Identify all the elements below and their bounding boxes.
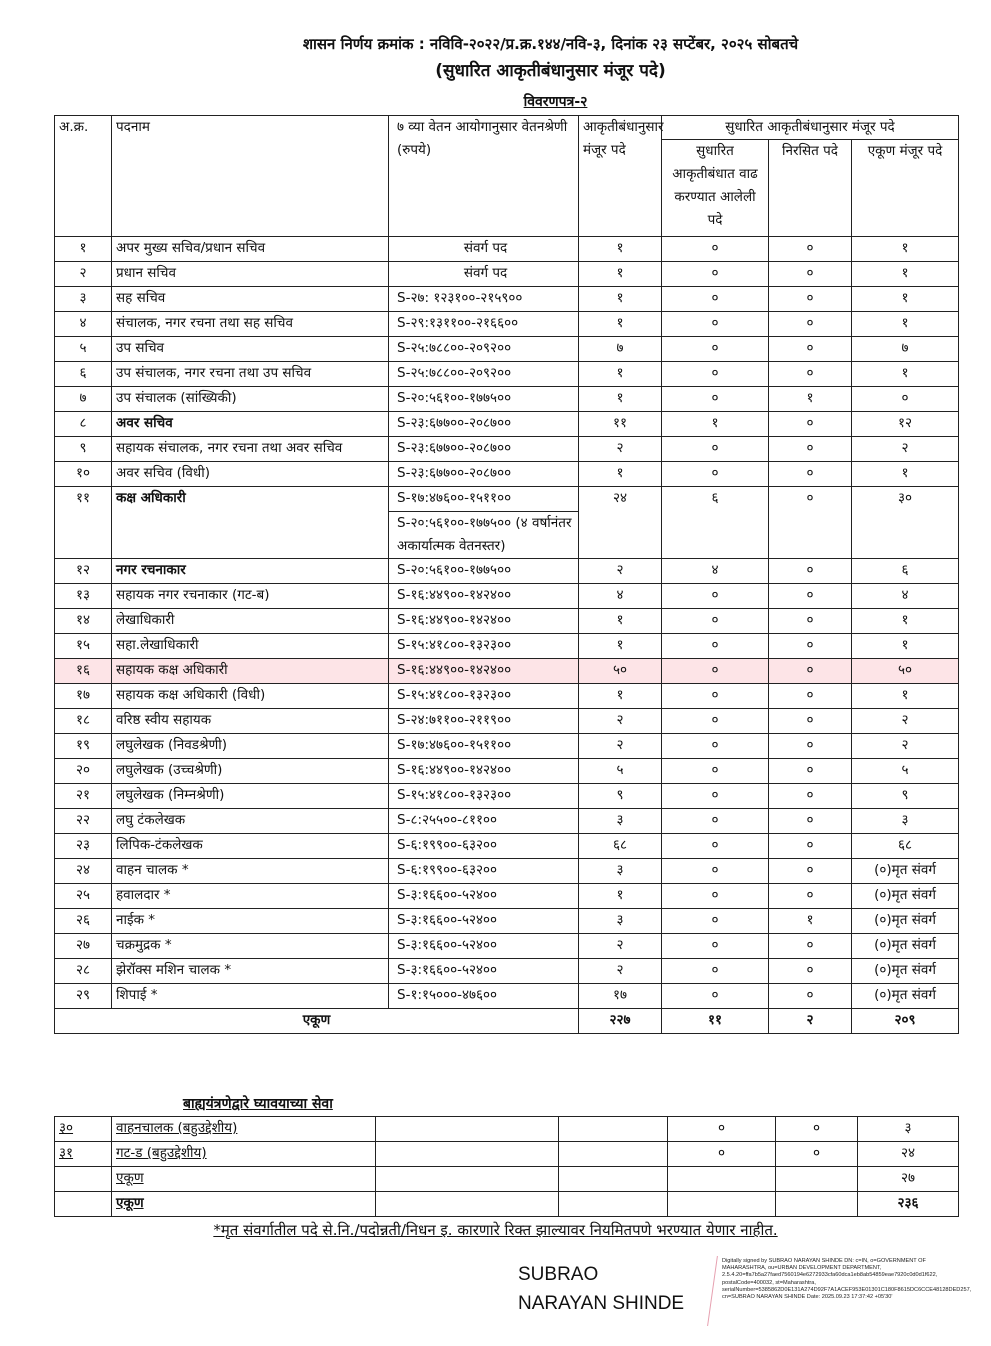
row-pay: S-३:१६६००-५२४०० bbox=[389, 909, 579, 934]
row-increase: ० bbox=[662, 734, 769, 759]
row-total: १ bbox=[852, 262, 959, 287]
row-total: ५० bbox=[852, 659, 959, 684]
row-abolished: ० bbox=[769, 337, 852, 362]
row-sanctioned: ६८ bbox=[579, 834, 662, 859]
col-header-increase: सुधारित आकृतीबंधात वाढ करण्यात आलेली पदे bbox=[662, 140, 769, 237]
row-increase: ० bbox=[662, 859, 769, 884]
row-pay: S-२५:७८८००-२०९२०० bbox=[389, 337, 579, 362]
row-total: १ bbox=[852, 609, 959, 634]
row-increase: ० bbox=[662, 834, 769, 859]
row-sanctioned: १ bbox=[579, 362, 662, 387]
external-row-total: २४ bbox=[858, 1142, 959, 1167]
row-pay: S-१५:४१८००-१३२३०० bbox=[389, 784, 579, 809]
row-sanctioned: २४ bbox=[579, 487, 662, 559]
table-row bbox=[55, 362, 959, 387]
row-sanctioned: ३ bbox=[579, 859, 662, 884]
row-abolished: ० bbox=[769, 262, 852, 287]
row-increase: ० bbox=[662, 337, 769, 362]
table-row bbox=[55, 437, 959, 462]
row-total: (०)मृत संवर्ग bbox=[852, 884, 959, 909]
row-sr: २१ bbox=[55, 784, 112, 809]
row-post: सह सचिव bbox=[112, 287, 389, 312]
row-post: अवर सचिव bbox=[112, 412, 389, 437]
row-post: नगर रचनाकार bbox=[112, 559, 389, 584]
row-pay: S-६:१९९००-६३२०० bbox=[389, 834, 579, 859]
row-post: सहायक नगर रचनाकार (गट-ब) bbox=[112, 584, 389, 609]
row-pay: S-८:२५५००-८११०० bbox=[389, 809, 579, 834]
row-sanctioned: २ bbox=[579, 559, 662, 584]
col-header-pay: ७ व्या वेतन आयोगानुसार वेतनश्रेणी (रुपये) bbox=[389, 116, 579, 237]
table-row bbox=[55, 734, 959, 759]
row-post: चक्रमुद्रक * bbox=[112, 934, 389, 959]
table-row bbox=[55, 1142, 959, 1167]
table-row bbox=[55, 959, 959, 984]
col-header-post: पदनाम bbox=[112, 116, 389, 237]
row-post: सहा.लेखाधिकारी bbox=[112, 634, 389, 659]
row-total: (०)मृत संवर्ग bbox=[852, 909, 959, 934]
row-increase: ० bbox=[662, 437, 769, 462]
row-sr: २२ bbox=[55, 809, 112, 834]
row-sr: ४ bbox=[55, 312, 112, 337]
external-row-sr: ३० bbox=[55, 1117, 112, 1142]
row-pay: S-२०:५६१००-१७७५०० bbox=[389, 387, 579, 412]
table-row bbox=[55, 609, 959, 634]
row-increase: ० bbox=[662, 784, 769, 809]
row-sanctioned: १ bbox=[579, 262, 662, 287]
row-sr: १३ bbox=[55, 584, 112, 609]
col-header-sr: अ.क्र. bbox=[55, 116, 112, 237]
table-row bbox=[55, 909, 959, 934]
row-pay: S-१५:४१८००-१३२३०० bbox=[389, 634, 579, 659]
row-abolished: ० bbox=[769, 437, 852, 462]
row-increase: ० bbox=[662, 684, 769, 709]
row-abolished: ० bbox=[769, 237, 852, 262]
row-total: १ bbox=[852, 237, 959, 262]
table-row bbox=[55, 709, 959, 734]
row-abolished: ० bbox=[769, 784, 852, 809]
row-abolished: ० bbox=[769, 412, 852, 437]
table-row bbox=[55, 859, 959, 884]
row-increase: ० bbox=[662, 659, 769, 684]
row-pay: S-३:१६६००-५२४०० bbox=[389, 959, 579, 984]
row-sanctioned: ९ bbox=[579, 784, 662, 809]
external-row-empty bbox=[559, 1142, 668, 1167]
row-sanctioned: १ bbox=[579, 312, 662, 337]
table-row bbox=[55, 1117, 959, 1142]
row-sr: २९ bbox=[55, 984, 112, 1009]
row-pay: S-१६:४४९००-१४२४०० bbox=[389, 609, 579, 634]
external-row-total: ३ bbox=[858, 1117, 959, 1142]
row-total: (०)मृत संवर्ग bbox=[852, 984, 959, 1009]
row-post: लघु टंकलेखक bbox=[112, 809, 389, 834]
row-sr: २ bbox=[55, 262, 112, 287]
row-sanctioned: २ bbox=[579, 437, 662, 462]
row-abolished: ० bbox=[769, 559, 852, 584]
row-pay: S-२९:१३११००-२१६६०० bbox=[389, 312, 579, 337]
row-sanctioned: ३ bbox=[579, 909, 662, 934]
external-grandtotal-label: एकूण bbox=[112, 1192, 376, 1217]
row-increase: ० bbox=[662, 462, 769, 487]
row-sr: २६ bbox=[55, 909, 112, 934]
row-increase: ६ bbox=[662, 487, 769, 559]
row-post: लघुलेखक (उच्चश्रेणी) bbox=[112, 759, 389, 784]
row-post: प्रधान सचिव bbox=[112, 262, 389, 287]
table-row bbox=[55, 287, 959, 312]
row-pay: S-१६:४४९००-१४२४०० bbox=[389, 584, 579, 609]
row-total: १ bbox=[852, 462, 959, 487]
row-abolished: ० bbox=[769, 759, 852, 784]
table-row bbox=[55, 262, 959, 287]
row-sr: १७ bbox=[55, 684, 112, 709]
row-post: उप सचिव bbox=[112, 337, 389, 362]
row-sr: १२ bbox=[55, 559, 112, 584]
row-pay: S-६:१९९००-६३२०० bbox=[389, 859, 579, 884]
row-post: कक्ष अधिकारी bbox=[112, 487, 389, 559]
document-header-line1: शासन निर्णय क्रमांक : नविवि-२०२२/प्र.क्र.१४४/नवि-३, दिनांक २३ सप्टेंबर, २०२५ सोबतचे bbox=[302, 35, 799, 53]
row-post: सहायक कक्ष अधिकारी (विधी) bbox=[112, 684, 389, 709]
row-sanctioned: १७ bbox=[579, 984, 662, 1009]
row-increase: ० bbox=[662, 809, 769, 834]
table-row bbox=[55, 487, 959, 512]
row-abolished: ० bbox=[769, 884, 852, 909]
row-total: ९ bbox=[852, 784, 959, 809]
row-total: ४ bbox=[852, 584, 959, 609]
row-increase: ० bbox=[662, 984, 769, 1009]
signatory-name-line2: NARAYAN SHINDE bbox=[518, 1293, 685, 1314]
row-post: लघुलेखक (निम्नश्रेणी) bbox=[112, 784, 389, 809]
table-row bbox=[55, 559, 959, 584]
row-sanctioned: ७ bbox=[579, 337, 662, 362]
table-row bbox=[55, 584, 959, 609]
row-abolished: ० bbox=[769, 934, 852, 959]
row-post: लघुलेखक (निवडश्रेणी) bbox=[112, 734, 389, 759]
row-total: १ bbox=[852, 362, 959, 387]
row-sr: २३ bbox=[55, 834, 112, 859]
row-sanctioned: ४ bbox=[579, 584, 662, 609]
row-post: लिपिक-टंकलेखक bbox=[112, 834, 389, 859]
row-abolished: ० bbox=[769, 609, 852, 634]
row-sr: ७ bbox=[55, 387, 112, 412]
col-header-sanctioned: आकृतीबंधानुसार मंजूर पदे bbox=[579, 116, 662, 237]
row-sr: ५ bbox=[55, 337, 112, 362]
row-pay: S-१:१५०००-४७६०० bbox=[389, 984, 579, 1009]
row-post: उप संचालक, नगर रचना तथा उप सचिव bbox=[112, 362, 389, 387]
external-subtotal-label: एकूण bbox=[112, 1167, 376, 1192]
row-increase: ० bbox=[662, 312, 769, 337]
row-sanctioned: १ bbox=[579, 634, 662, 659]
row-sr: २८ bbox=[55, 959, 112, 984]
row-sr: ६ bbox=[55, 362, 112, 387]
row-sanctioned: १ bbox=[579, 884, 662, 909]
row-pay: संवर्ग पद bbox=[389, 237, 579, 262]
row-pay: S-३:१६६००-५२४०० bbox=[389, 884, 579, 909]
table-row bbox=[55, 934, 959, 959]
row-sanctioned: २ bbox=[579, 709, 662, 734]
document-header-line2: (सुधारित आकृतीबंधानुसार मंजूर पदे) bbox=[435, 61, 666, 81]
row-sanctioned: २ bbox=[579, 934, 662, 959]
row-abolished: ० bbox=[769, 584, 852, 609]
row-post: अवर सचिव (विधी) bbox=[112, 462, 389, 487]
row-abolished: ० bbox=[769, 959, 852, 984]
row-sanctioned: ५० bbox=[579, 659, 662, 684]
row-increase: ० bbox=[662, 934, 769, 959]
row-total: ५ bbox=[852, 759, 959, 784]
row-sanctioned: ३ bbox=[579, 809, 662, 834]
external-subtotal-value: २७ bbox=[858, 1167, 959, 1192]
row-sanctioned: १ bbox=[579, 237, 662, 262]
external-row-empty bbox=[376, 1142, 559, 1167]
row-sanctioned: २ bbox=[579, 734, 662, 759]
row-sr: १४ bbox=[55, 609, 112, 634]
row-increase: ० bbox=[662, 759, 769, 784]
row-abolished: ० bbox=[769, 462, 852, 487]
row-abolished: ० bbox=[769, 362, 852, 387]
row-sr: ९ bbox=[55, 437, 112, 462]
row-post: उप संचालक (सांख्यिकी) bbox=[112, 387, 389, 412]
row-post: लेखाधिकारी bbox=[112, 609, 389, 634]
row-sr: २० bbox=[55, 759, 112, 784]
external-row-empty bbox=[376, 1117, 559, 1142]
row-abolished: ० bbox=[769, 634, 852, 659]
row-total: ६८ bbox=[852, 834, 959, 859]
total-final: २०९ bbox=[852, 1009, 959, 1034]
table-row bbox=[55, 884, 959, 909]
row-abolished: ० bbox=[769, 984, 852, 1009]
row-post: वरिष्ठ स्वीय सहायक bbox=[112, 709, 389, 734]
row-increase: ० bbox=[662, 287, 769, 312]
row-abolished: ० bbox=[769, 809, 852, 834]
row-increase: ० bbox=[662, 362, 769, 387]
external-row-sr: ३१ bbox=[55, 1142, 112, 1167]
external-row-increase: ० bbox=[668, 1142, 776, 1167]
external-row-post: गट-ड (बहुउद्देशीय) bbox=[112, 1142, 376, 1167]
row-total: १ bbox=[852, 312, 959, 337]
signatory-name-line1: SUBRAO bbox=[518, 1264, 599, 1285]
row-abolished: ० bbox=[769, 684, 852, 709]
row-sr: १० bbox=[55, 462, 112, 487]
external-services-title: बाह्ययंत्रणेद्वारे घ्यावयाच्या सेवा bbox=[183, 1096, 333, 1112]
row-increase: ० bbox=[662, 634, 769, 659]
row-total: १ bbox=[852, 287, 959, 312]
row-post: नाईक * bbox=[112, 909, 389, 934]
table-row bbox=[55, 337, 959, 362]
total-sanctioned: २२७ bbox=[579, 1009, 662, 1034]
row-post: सहायक संचालक, नगर रचना तथा अवर सचिव bbox=[112, 437, 389, 462]
row-pay: S-१६:४४९००-१४२४०० bbox=[389, 659, 579, 684]
row-total: १ bbox=[852, 684, 959, 709]
row-sanctioned: १ bbox=[579, 462, 662, 487]
external-services-table bbox=[54, 1116, 959, 1217]
footnote: *मृत संवर्गातील पदे से.नि./पदोन्नती/निधन इ. कारणारे रिक्त झाल्यावर नियमितपणे भरण्यात येणार नाहीत. bbox=[213, 1221, 778, 1239]
row-abolished: ० bbox=[769, 487, 852, 559]
row-sr: ८ bbox=[55, 412, 112, 437]
table-row bbox=[55, 834, 959, 859]
row-total: ३ bbox=[852, 809, 959, 834]
row-total: २ bbox=[852, 709, 959, 734]
external-row-abolished: ० bbox=[776, 1117, 858, 1142]
row-sanctioned: १ bbox=[579, 287, 662, 312]
signatory-name bbox=[518, 1260, 684, 1318]
row-pay: S-२३:६७७००-२०८७०० bbox=[389, 412, 579, 437]
row-sr: १८ bbox=[55, 709, 112, 734]
row-pay: S-१५:४१८००-१३२३०० bbox=[389, 684, 579, 709]
row-sr: २७ bbox=[55, 934, 112, 959]
row-pay: S-२४:७११००-२११९०० bbox=[389, 709, 579, 734]
row-sr: १९ bbox=[55, 734, 112, 759]
row-pay: S-१७:४७६००-१५११०० bbox=[389, 734, 579, 759]
table-row bbox=[55, 809, 959, 834]
table-row bbox=[55, 684, 959, 709]
row-pay-secondary: S-२०:५६१००-१७७५०० (४ वर्षानंतर अकार्यात्मक वेतनस्तर) bbox=[389, 512, 579, 559]
row-sr: ३ bbox=[55, 287, 112, 312]
row-post: संचालक, नगर रचना तथा सह सचिव bbox=[112, 312, 389, 337]
row-sanctioned: ११ bbox=[579, 412, 662, 437]
row-total: (०)मृत संवर्ग bbox=[852, 959, 959, 984]
row-pay: S-३:१६६००-५२४०० bbox=[389, 934, 579, 959]
row-increase: ० bbox=[662, 609, 769, 634]
row-total: १ bbox=[852, 634, 959, 659]
total-abolished: २ bbox=[769, 1009, 852, 1034]
row-post: शिपाई * bbox=[112, 984, 389, 1009]
row-abolished: ० bbox=[769, 287, 852, 312]
row-abolished: ० bbox=[769, 709, 852, 734]
table-row bbox=[55, 759, 959, 784]
col-header-total: एकूण मंजूर पदे bbox=[852, 140, 959, 237]
row-increase: १ bbox=[662, 412, 769, 437]
row-sr: २४ bbox=[55, 859, 112, 884]
row-post: वाहन चालक * bbox=[112, 859, 389, 884]
row-increase: ० bbox=[662, 959, 769, 984]
row-total: ० bbox=[852, 387, 959, 412]
row-pay: S-१७:४७६००-१५११०० bbox=[389, 487, 579, 512]
row-increase: ० bbox=[662, 387, 769, 412]
row-sr: १६ bbox=[55, 659, 112, 684]
external-grandtotal-value: २३६ bbox=[858, 1192, 959, 1217]
external-row-increase: ० bbox=[668, 1117, 776, 1142]
table-row bbox=[55, 462, 959, 487]
row-sanctioned: १ bbox=[579, 387, 662, 412]
document-header-line3: विवरणपत्र-२ bbox=[523, 94, 588, 110]
row-post: सहायक कक्ष अधिकारी bbox=[112, 659, 389, 684]
row-total: (०)मृत संवर्ग bbox=[852, 859, 959, 884]
table-row bbox=[55, 659, 959, 684]
row-sanctioned: १ bbox=[579, 609, 662, 634]
external-services-body bbox=[55, 1117, 959, 1167]
digital-signature-block bbox=[712, 1256, 972, 1336]
external-row-post: वाहनचालक (बहुउद्देशीय) bbox=[112, 1117, 376, 1142]
row-increase: ० bbox=[662, 884, 769, 909]
external-row-abolished: ० bbox=[776, 1142, 858, 1167]
row-abolished: ० bbox=[769, 734, 852, 759]
table-row bbox=[55, 984, 959, 1009]
col-header-group: सुधारित आकृतीबंधानुसार मंजूर पदे bbox=[662, 116, 959, 140]
row-total: २ bbox=[852, 734, 959, 759]
row-post: हवालदार * bbox=[112, 884, 389, 909]
digital-signature-meta: Digitally signed by SUBRAO NARAYAN SHINDE DN: c=IN, o=GOVERNMENT OF MAHARASHTRA, ou=URBAN DEVELOPMENT DEPARTMENT, 2.5.4.20=ffa7b5a27faed7560194e6272933cfa60dca1eb8ab54859eae7920c0d0d1f622, postalCode=400032, st=Maharashtra, serialNumber=5385862D0E131A274D92F7A1ACEF953E01301C180F8615DC6CCE48128DED257, cn=SUBRAO NARAYAN SHINDE Date: 2025.09.23 17:37:42 +05'30' bbox=[722, 1258, 972, 1301]
row-increase: ० bbox=[662, 709, 769, 734]
posts-table bbox=[54, 115, 959, 1034]
col-header-abolished: निरसित पदे bbox=[769, 140, 852, 237]
row-abolished: १ bbox=[769, 387, 852, 412]
row-total: ७ bbox=[852, 337, 959, 362]
row-abolished: ० bbox=[769, 312, 852, 337]
table-row bbox=[55, 237, 959, 262]
row-pay: S-२३:६७७००-२०८७०० bbox=[389, 462, 579, 487]
row-sanctioned: १ bbox=[579, 684, 662, 709]
table-row bbox=[55, 784, 959, 809]
row-sr: १५ bbox=[55, 634, 112, 659]
row-abolished: ० bbox=[769, 859, 852, 884]
table-row bbox=[55, 412, 959, 437]
row-sr: २५ bbox=[55, 884, 112, 909]
row-sanctioned: २ bbox=[579, 959, 662, 984]
row-pay: S-२३:६७७००-२०८७०० bbox=[389, 437, 579, 462]
row-post: अपर मुख्य सचिव/प्रधान सचिव bbox=[112, 237, 389, 262]
row-increase: ० bbox=[662, 237, 769, 262]
row-pay: S-२५:७८८००-२०९२०० bbox=[389, 362, 579, 387]
table-row bbox=[55, 634, 959, 659]
row-total: ६ bbox=[852, 559, 959, 584]
posts-table-body bbox=[55, 237, 959, 1009]
row-total: (०)मृत संवर्ग bbox=[852, 934, 959, 959]
row-increase: ० bbox=[662, 262, 769, 287]
table-row bbox=[55, 312, 959, 337]
row-abolished: ० bbox=[769, 834, 852, 859]
row-total: ३० bbox=[852, 487, 959, 559]
row-pay: S-१६:४४९००-१४२४०० bbox=[389, 759, 579, 784]
row-pay: S-२७: १२३१००-२१५९०० bbox=[389, 287, 579, 312]
row-sanctioned: ५ bbox=[579, 759, 662, 784]
row-abolished: ० bbox=[769, 659, 852, 684]
external-row-empty bbox=[559, 1117, 668, 1142]
row-sr: ११ bbox=[55, 487, 112, 559]
row-abolished: १ bbox=[769, 909, 852, 934]
row-increase: ० bbox=[662, 584, 769, 609]
row-increase: ० bbox=[662, 909, 769, 934]
row-sr: १ bbox=[55, 237, 112, 262]
table-row bbox=[55, 387, 959, 412]
row-pay: संवर्ग पद bbox=[389, 262, 579, 287]
row-total: २ bbox=[852, 437, 959, 462]
row-post: झेरॉक्स मशिन चालक * bbox=[112, 959, 389, 984]
total-increase: ११ bbox=[662, 1009, 769, 1034]
row-total: १२ bbox=[852, 412, 959, 437]
row-pay: S-२०:५६१००-१७७५०० bbox=[389, 559, 579, 584]
row-increase: ४ bbox=[662, 559, 769, 584]
total-label: एकूण bbox=[55, 1009, 579, 1034]
